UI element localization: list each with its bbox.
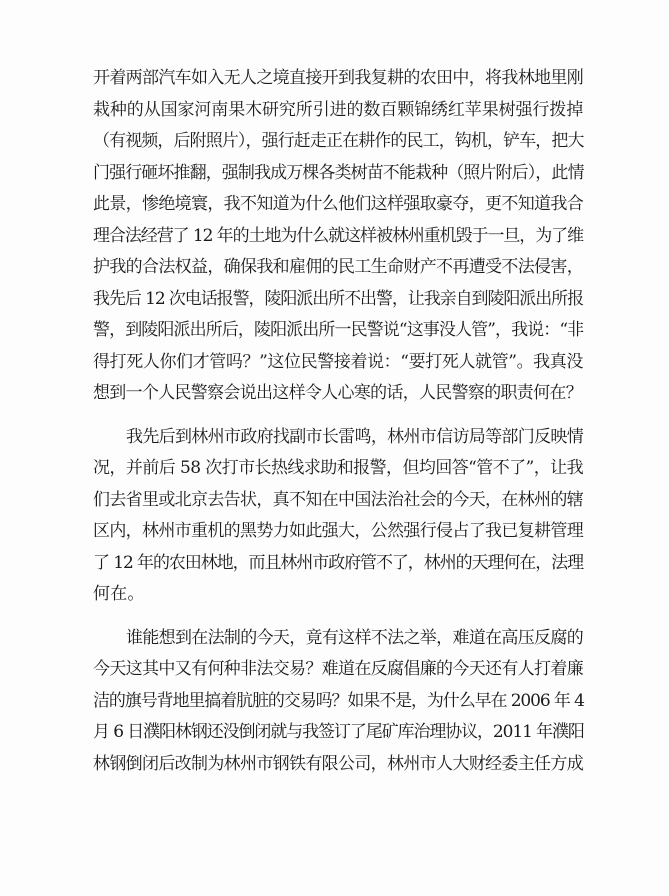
paragraph-spacer — [93, 410, 583, 422]
text-line: 林钢倒闭后改制为林州市钢铁有限公司，林州市人大财经委主任方成 — [93, 753, 583, 774]
paragraph-3 — [93, 623, 583, 781]
text-line: 理合法经营了 12 年的土地为什么就这样被林州重机毁于一旦，为了维 — [93, 225, 583, 246]
text-line: 开着两部汽车如入无人之境直接开到我复耕的农田中，将我林地里刚 — [93, 68, 583, 88]
text-line: 了 12 年的农田林地，而且林州市政府管不了，林州的天理何在，法理 — [93, 552, 583, 573]
text-line: 况，并前后 58 次打市长热线求助和报警，但均回答“管不了”，让我 — [93, 458, 583, 478]
text-line: 谁能想到在法制的今天，竟有这样不法之举，难道在高压反腐的 — [126, 627, 583, 648]
text-line: 警，到陵阳派出所后，陵阳派出所一民警说“这事没人管”，我说：“非 — [93, 320, 584, 340]
text-line: 何在。 — [93, 584, 145, 604]
text-line: 栽种的从国家河南果木研究所引进的数百颗锦绣红苹果树强行拨掉 — [93, 99, 584, 120]
document-body — [93, 63, 583, 780]
text-line: 护我的合法权益，确保我和雇佣的民工生命财产不再遭受不法侵害， — [93, 257, 583, 277]
paragraph-2 — [93, 422, 583, 611]
text-line: 得打死人你们才管吗？”这位民警接着说：“要打死人就管”。我真没 — [93, 351, 583, 372]
text-line: 我先后 12 次电话报警，陵阳派出所不出警，让我亲自到陵阳派出所报 — [93, 288, 583, 309]
text-line: 想到一个人民警察会说出这样令人心寒的话，人民警察的职责何在？ — [93, 383, 582, 403]
text-line: 区内，林州市重机的黑势力如此强大，公然强行侵占了我已复耕管理 — [93, 521, 583, 541]
paragraph-1 — [93, 63, 583, 410]
text-line: 此景，惨绝境寰，我不知道为什么他们这样强取豪夺，更不知道我合 — [93, 194, 583, 214]
text-line: 门强行砸坏推翻，强制我成万棵各类树苗不能栽种（照片附后），此情 — [93, 162, 584, 183]
text-line: 们去省里或北京去告状，真不知在中国法治社会的今天，在林州的辖 — [93, 489, 583, 510]
text-line: （有视频，后附照片），强行赶走正在耕作的民工，钩机，铲车，把大 — [93, 131, 584, 151]
text-line: 今天这其中又有何种非法交易？难道在反腐倡廉的今天还有人打着廉 — [93, 659, 583, 679]
text-line: 我先后到林州市政府找副市长雷鸣，林州市信访局等部门反映情 — [126, 426, 583, 447]
paragraph-spacer — [93, 611, 583, 623]
text-line: 月 6 日濮阳林钢还没倒闭就与我签订了尾矿库治理协议，2011 年濮阳 — [93, 722, 584, 742]
text-line: 洁的旗号背地里搞着肮脏的交易吗？如果不是，为什么早在 2006 年 4 — [93, 690, 584, 711]
